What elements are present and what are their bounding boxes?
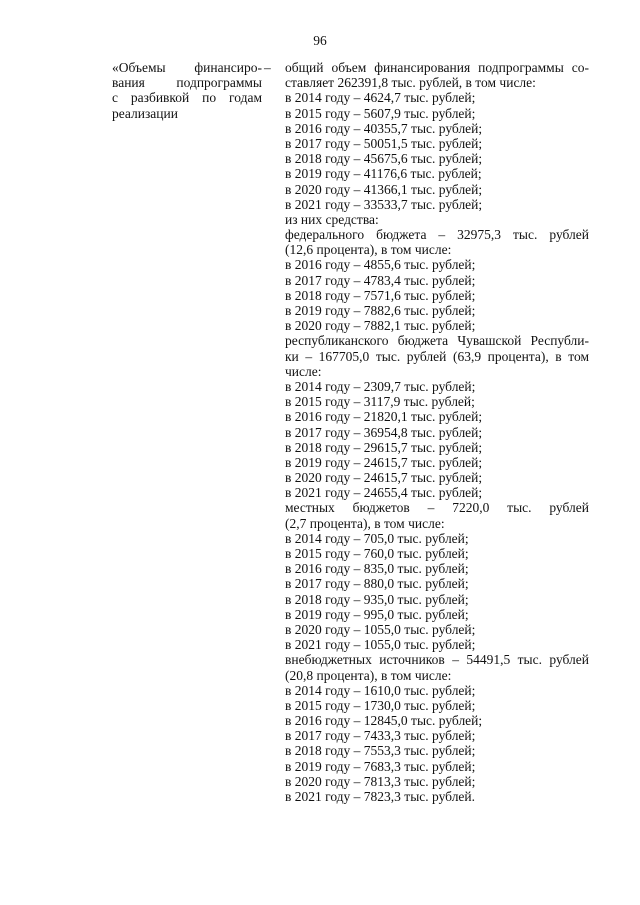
funding-line: в 2016 году – 40355,7 тыс. рублей; — [285, 120, 483, 136]
funding-description — [285, 60, 589, 804]
funding-line: в 2018 году – 7571,6 тыс. рублей; — [285, 287, 476, 303]
funding-line: в 2018 году – 7553,3 тыс. рублей; — [285, 743, 476, 759]
page-number: 96 — [313, 33, 327, 48]
funding-line: в 2014 году – 705,0 тыс. рублей; — [285, 530, 469, 546]
funding-line: числе: — [285, 363, 322, 379]
funding-line: в 2014 году – 1610,0 тыс. рублей; — [285, 682, 476, 698]
funding-line: из них средства: — [285, 211, 379, 227]
label-line: реализации — [112, 105, 178, 121]
section-label — [112, 60, 262, 121]
funding-line: в 2019 году – 995,0 тыс. рублей; — [285, 606, 469, 622]
funding-line: в 2014 году – 4624,7 тыс. рублей; — [285, 90, 476, 106]
funding-line: в 2020 году – 7813,3 тыс. рублей; — [285, 773, 476, 789]
funding-line: в 2017 году – 4783,4 тыс. рублей; — [285, 272, 476, 288]
funding-line: местных бюджетов – 7220,0 тыс. рублей — [285, 500, 589, 516]
funding-line: в 2020 году – 24615,7 тыс. рублей; — [285, 470, 483, 486]
label-line: с разбивкой по годам — [112, 90, 262, 106]
funding-line: в 2015 году – 5607,9 тыс. рублей; — [285, 105, 476, 121]
separator-dash: – — [264, 60, 271, 75]
funding-line: республиканского бюджета Чувашской Республи- — [285, 333, 589, 349]
funding-line: в 2015 году – 1730,0 тыс. рублей; — [285, 697, 476, 713]
label-line: «Объемы финансиро- — [112, 60, 262, 75]
funding-line: в 2017 году – 36954,8 тыс. рублей; — [285, 424, 483, 440]
funding-line: в 2014 году – 2309,7 тыс. рублей; — [285, 378, 476, 394]
funding-line: в 2016 году – 4855,6 тыс. рублей; — [285, 257, 476, 273]
funding-line: в 2017 году – 880,0 тыс. рублей; — [285, 576, 469, 592]
funding-line: в 2020 году – 41366,1 тыс. рублей; — [285, 181, 483, 197]
funding-line: (12,6 процента), в том числе: — [285, 242, 452, 258]
funding-line: в 2021 году – 33533,7 тыс. рублей; — [285, 196, 483, 212]
funding-line: в 2017 году – 50051,5 тыс. рублей; — [285, 135, 483, 151]
funding-line: в 2019 году – 41176,6 тыс. рублей; — [285, 166, 482, 182]
funding-line: ки – 167705,0 тыс. рублей (63,9 процента), в том — [285, 348, 589, 364]
funding-line: (20,8 процента), в том числе: — [285, 667, 452, 683]
funding-line: (2,7 процента), в том числе: — [285, 515, 445, 531]
funding-line: в 2020 году – 1055,0 тыс. рублей; — [285, 621, 476, 637]
funding-line: в 2021 году – 7823,3 тыс. рублей. — [285, 789, 476, 804]
funding-line: в 2019 году – 24615,7 тыс. рублей; — [285, 454, 483, 470]
funding-line: в 2018 году – 29615,7 тыс. рублей; — [285, 439, 483, 455]
funding-line: ставляет 262391,8 тыс. рублей, в том числе: — [285, 75, 536, 91]
funding-line: в 2017 году – 7433,3 тыс. рублей; — [285, 728, 476, 744]
funding-line: в 2020 году – 7882,1 тыс. рублей; — [285, 318, 476, 334]
funding-line: в 2018 году – 45675,6 тыс. рублей; — [285, 151, 483, 167]
label-line: вания подпрограммы — [112, 75, 262, 91]
funding-line: в 2021 году – 1055,0 тыс. рублей; — [285, 637, 476, 653]
funding-line: в 2015 году – 3117,9 тыс. рублей; — [285, 394, 475, 410]
funding-line: федерального бюджета – 32975,3 тыс. рублей — [285, 227, 589, 243]
funding-line: в 2015 году – 760,0 тыс. рублей; — [285, 546, 469, 561]
funding-line: в 2019 году – 7882,6 тыс. рублей; — [285, 303, 476, 318]
funding-line: в 2019 году – 7683,3 тыс. рублей; — [285, 758, 476, 774]
funding-line: в 2016 году – 12845,0 тыс. рублей; — [285, 713, 483, 729]
funding-line: в 2016 году – 835,0 тыс. рублей; — [285, 561, 469, 577]
funding-line: в 2021 году – 24655,4 тыс. рублей; — [285, 485, 483, 501]
funding-line: в 2018 году – 935,0 тыс. рублей; — [285, 591, 469, 607]
funding-line: внебюджетных источников – 54491,5 тыс. рублей — [285, 652, 589, 668]
funding-line: общий объем финансирования подпрограммы со- — [285, 60, 589, 75]
funding-line: в 2016 году – 21820,1 тыс. рублей; — [285, 409, 483, 425]
